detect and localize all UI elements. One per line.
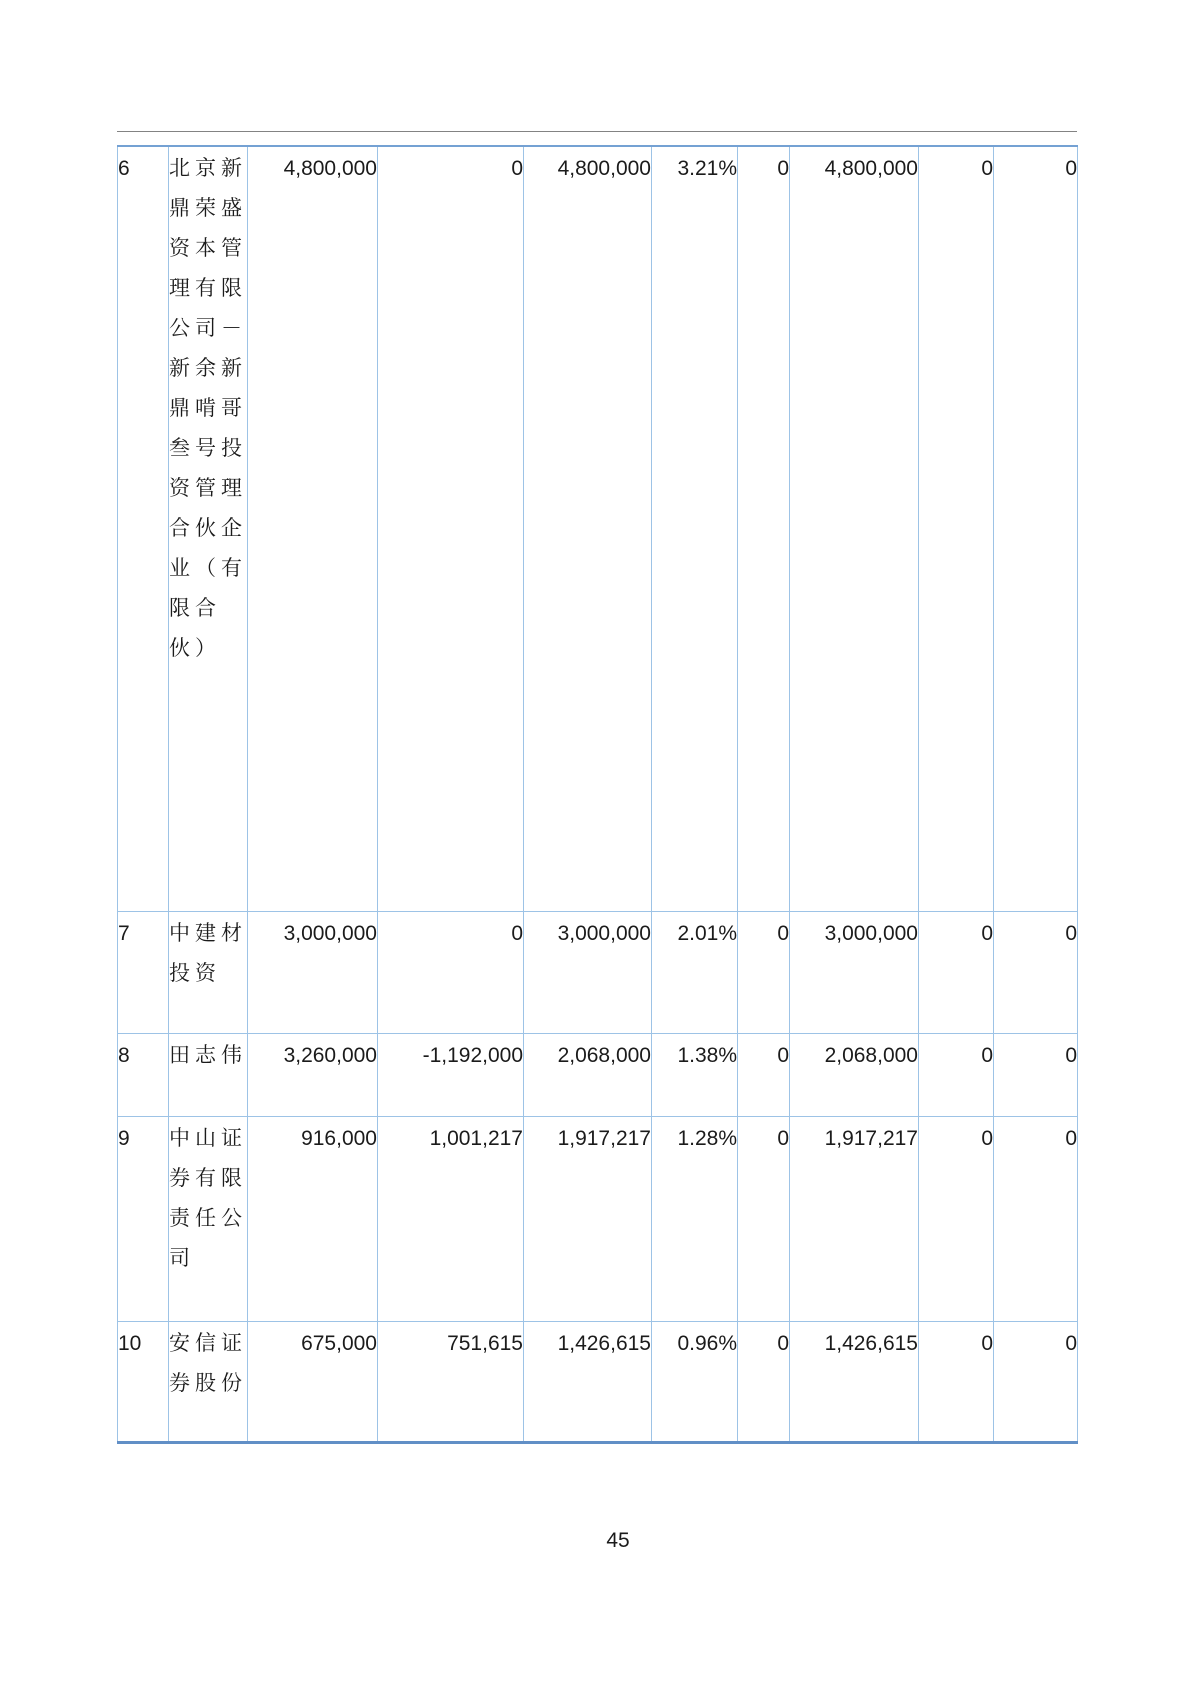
cell-number: 4,800,000 xyxy=(790,146,919,911)
cell-shareholder-name: 田志伟 xyxy=(169,1033,248,1116)
page-number: 45 xyxy=(606,1529,630,1552)
cell-number: 3,000,000 xyxy=(248,911,378,1033)
table-row xyxy=(118,146,1078,911)
cell-number: 0 xyxy=(919,911,994,1033)
cell-number: 1,001,217 xyxy=(378,1116,524,1321)
table-row xyxy=(118,1033,1078,1116)
cell-number: 3,000,000 xyxy=(790,911,919,1033)
cell-number: 0 xyxy=(738,911,790,1033)
cell-number: 0 xyxy=(994,146,1078,911)
cell-number: 0 xyxy=(378,146,524,911)
cell-shareholder-name: 北京新鼎荣盛资本管理有限公司－新余新鼎啃哥叁号投资管理合伙企业（有限合伙） xyxy=(169,146,248,911)
table-row xyxy=(118,911,1078,1033)
cell-number: 1,917,217 xyxy=(524,1116,652,1321)
cell-number: 0 xyxy=(919,146,994,911)
cell-number: 675,000 xyxy=(248,1321,378,1442)
cell-rank: 9 xyxy=(118,1116,169,1321)
cell-number: 0 xyxy=(738,1116,790,1321)
cell-number: 3,000,000 xyxy=(524,911,652,1033)
cell-number: 0 xyxy=(994,1033,1078,1116)
cell-percent: 3.21% xyxy=(652,146,738,911)
cell-number: 0 xyxy=(994,911,1078,1033)
cell-number: 0 xyxy=(378,911,524,1033)
cell-number: 4,800,000 xyxy=(248,146,378,911)
cell-number: 0 xyxy=(994,1116,1078,1321)
table-row xyxy=(118,1116,1078,1321)
cell-percent: 1.38% xyxy=(652,1033,738,1116)
cell-rank: 8 xyxy=(118,1033,169,1116)
cell-rank: 10 xyxy=(118,1321,169,1442)
cell-number: 751,615 xyxy=(378,1321,524,1442)
cell-number: 0 xyxy=(919,1033,994,1116)
page-break-line xyxy=(117,131,1077,132)
cell-percent: 2.01% xyxy=(652,911,738,1033)
cell-number: 2,068,000 xyxy=(524,1033,652,1116)
cell-number: 1,426,615 xyxy=(524,1321,652,1442)
cell-rank: 6 xyxy=(118,146,169,911)
table-row xyxy=(118,1321,1078,1442)
cell-rank: 7 xyxy=(118,911,169,1033)
cell-number: 3,260,000 xyxy=(248,1033,378,1116)
cell-number: 1,917,217 xyxy=(790,1116,919,1321)
cell-shareholder-name: 中建材投资 xyxy=(169,911,248,1033)
cell-number: 0 xyxy=(738,1033,790,1116)
shareholders-table xyxy=(117,145,1078,1444)
cell-shareholder-name: 中山证券有限责任公司 xyxy=(169,1116,248,1321)
cell-number: 1,426,615 xyxy=(790,1321,919,1442)
cell-number: -1,192,000 xyxy=(378,1033,524,1116)
cell-number: 0 xyxy=(919,1321,994,1442)
cell-number: 0 xyxy=(919,1116,994,1321)
cell-percent: 0.96% xyxy=(652,1321,738,1442)
cell-number: 0 xyxy=(738,1321,790,1442)
cell-number: 4,800,000 xyxy=(524,146,652,911)
cell-number: 916,000 xyxy=(248,1116,378,1321)
cell-number: 0 xyxy=(994,1321,1078,1442)
cell-number: 0 xyxy=(738,146,790,911)
cell-percent: 1.28% xyxy=(652,1116,738,1321)
cell-shareholder-name: 安信证券股份 xyxy=(169,1321,248,1442)
cell-number: 2,068,000 xyxy=(790,1033,919,1116)
